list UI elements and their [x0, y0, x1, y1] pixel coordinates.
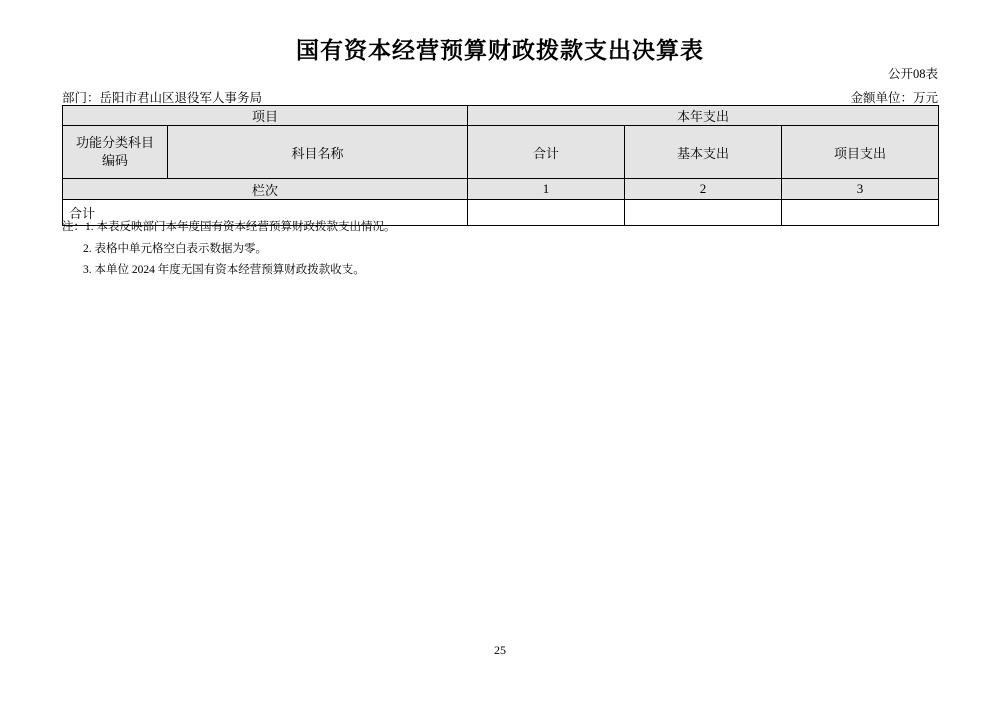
function-code-line1: 功能分类科目: [75, 135, 154, 151]
column-index-3: 3: [782, 179, 939, 200]
note-1: 注：1. 本表反映部门本年度国有资本经营预算财政拨款支出情况。: [62, 221, 396, 233]
column-header-basic-expenditure: 基本支出: [625, 126, 782, 179]
table-notes: [62, 222, 762, 287]
group-header-project: 项目: [63, 106, 468, 126]
table-column-index-row: [63, 179, 939, 200]
column-index-2: 2: [625, 179, 782, 200]
department-label: 部门：岳阳市君山区退役军人事务局: [62, 91, 263, 105]
column-header-total: 合计: [468, 126, 625, 179]
row-project-value: [782, 200, 939, 226]
column-header-project-expenditure: 项目支出: [782, 126, 939, 179]
page-title: 国有资本经营预算财政拨款支出决算表: [296, 38, 704, 63]
function-code-line2: 编码: [101, 153, 128, 168]
budget-table: [62, 105, 939, 226]
row-label-total: 合计: [63, 200, 468, 226]
form-code-label: 公开08表: [887, 67, 938, 81]
column-header-subject-name: 科目名称: [168, 126, 468, 179]
column-header-function-code: [63, 126, 168, 179]
note-2: 2. 表格中单元格空白表示数据为零。: [83, 242, 267, 255]
table-column-header-row: [63, 126, 939, 179]
column-index-label: 栏次: [63, 179, 468, 200]
amount-unit-label: 金额单位：万元: [850, 91, 938, 105]
page-number: 25: [494, 643, 506, 657]
note-3: 3. 本单位 2024 年度无国有资本经营预算财政拨款收支。: [83, 264, 365, 276]
table-group-header-row: [63, 106, 939, 126]
group-header-current-year: 本年支出: [468, 106, 939, 126]
column-index-1: 1: [468, 179, 625, 200]
